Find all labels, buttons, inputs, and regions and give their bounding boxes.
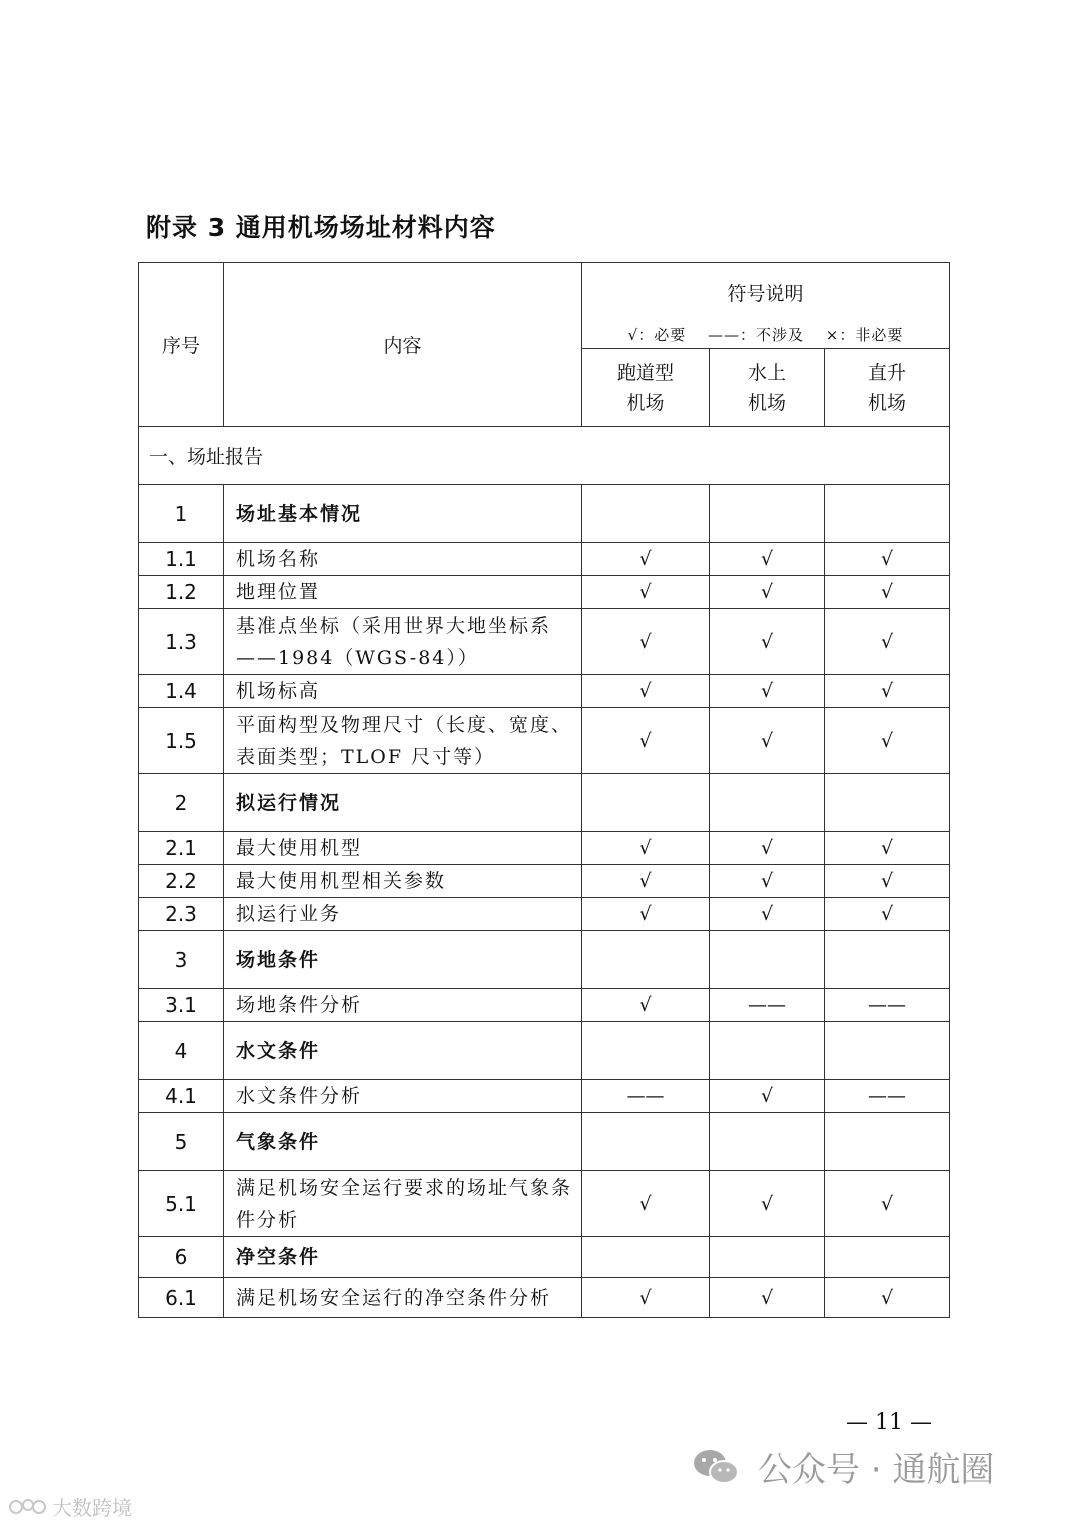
mark-runway xyxy=(582,1113,710,1171)
mark-runway: √ xyxy=(582,576,710,609)
row-number: 6 xyxy=(139,1237,224,1278)
row-item: 平面构型及物理尺寸（长度、宽度、表面类型；TLOF 尺寸等） xyxy=(224,708,582,774)
row-category: 净空条件 xyxy=(224,1237,582,1278)
row-number: 1.2 xyxy=(139,576,224,609)
table-row xyxy=(139,865,950,898)
row-item: 满足机场安全运行的净空条件分析 xyxy=(224,1278,582,1318)
row-number: 3 xyxy=(139,931,224,989)
wechat-icon xyxy=(692,1448,740,1486)
legend xyxy=(582,324,949,345)
mark-runway: √ xyxy=(582,832,710,865)
row-category: 场址基本情况 xyxy=(224,485,582,543)
mark-water xyxy=(710,485,825,543)
row-item: 地理位置 xyxy=(224,576,582,609)
mark-heli xyxy=(825,1022,950,1080)
mark-runway xyxy=(582,485,710,543)
header-content: 内容 xyxy=(224,263,582,427)
mark-water: √ xyxy=(710,609,825,675)
mark-heli: √ xyxy=(825,708,950,774)
logo-icon xyxy=(8,1495,48,1519)
col-water-airport: 水上 机场 xyxy=(710,349,825,427)
mark-heli: √ xyxy=(825,865,950,898)
mark-runway: √ xyxy=(582,543,710,576)
row-item: 水文条件分析 xyxy=(224,1080,582,1113)
header-seq: 序号 xyxy=(139,263,224,427)
mark-heli: —— xyxy=(825,989,950,1022)
table-row xyxy=(139,1278,950,1318)
table-row xyxy=(139,774,950,832)
row-number: 3.1 xyxy=(139,989,224,1022)
row-item: 最大使用机型相关参数 xyxy=(224,865,582,898)
mark-heli xyxy=(825,1113,950,1171)
table-row xyxy=(139,543,950,576)
row-number: 4 xyxy=(139,1022,224,1080)
mark-runway xyxy=(582,1237,710,1278)
page-number: — 11 — xyxy=(846,1410,932,1435)
legend-optional: ×：非必要 xyxy=(825,326,904,344)
page-title: 附录 3 通用机场场址材料内容 xyxy=(146,213,496,242)
row-number: 1 xyxy=(139,485,224,543)
mark-runway: √ xyxy=(582,609,710,675)
mark-runway xyxy=(582,774,710,832)
row-number: 1.1 xyxy=(139,543,224,576)
mark-heli: √ xyxy=(825,898,950,931)
mark-heli: √ xyxy=(825,576,950,609)
mark-water: √ xyxy=(710,898,825,931)
mark-heli xyxy=(825,485,950,543)
mark-water: √ xyxy=(710,708,825,774)
mark-water: √ xyxy=(710,832,825,865)
header-row-1 xyxy=(139,263,950,349)
row-item: 机场标高 xyxy=(224,675,582,708)
mark-heli xyxy=(825,931,950,989)
row-number: 1.4 xyxy=(139,675,224,708)
mark-heli: √ xyxy=(825,832,950,865)
col-runway-airport: 跑道型 机场 xyxy=(582,349,710,427)
mark-heli: √ xyxy=(825,675,950,708)
mark-water xyxy=(710,1022,825,1080)
mark-water: √ xyxy=(710,675,825,708)
table-row xyxy=(139,1022,950,1080)
row-number: 1.5 xyxy=(139,708,224,774)
mark-heli: √ xyxy=(825,543,950,576)
row-item: 最大使用机型 xyxy=(224,832,582,865)
row-category: 拟运行情况 xyxy=(224,774,582,832)
table-row xyxy=(139,832,950,865)
watermark-main-text: 公众号 · 通航圈 xyxy=(758,1450,995,1490)
row-number: 2.2 xyxy=(139,865,224,898)
mark-heli: √ xyxy=(825,1171,950,1237)
mark-heli: —— xyxy=(825,1080,950,1113)
section-row xyxy=(139,427,950,485)
mark-runway xyxy=(582,931,710,989)
mark-water xyxy=(710,774,825,832)
table-row xyxy=(139,898,950,931)
row-number: 2 xyxy=(139,774,224,832)
mark-water xyxy=(710,1237,825,1278)
mark-water: √ xyxy=(710,543,825,576)
col-heliport: 直升 机场 xyxy=(825,349,950,427)
table-row xyxy=(139,485,950,543)
row-item: 满足机场安全运行要求的场址气象条件分析 xyxy=(224,1171,582,1237)
table-row xyxy=(139,675,950,708)
mark-heli xyxy=(825,1237,950,1278)
materials-table xyxy=(138,262,950,1318)
table-row xyxy=(139,989,950,1022)
mark-runway: √ xyxy=(582,865,710,898)
table-body xyxy=(139,485,950,1318)
mark-water: √ xyxy=(710,1171,825,1237)
section-heading: 一、场址报告 xyxy=(139,427,950,485)
mark-heli xyxy=(825,774,950,832)
mark-runway: √ xyxy=(582,675,710,708)
table-row xyxy=(139,708,950,774)
mark-water xyxy=(710,931,825,989)
row-number: 1.3 xyxy=(139,609,224,675)
mark-water: √ xyxy=(710,576,825,609)
row-item: 拟运行业务 xyxy=(224,898,582,931)
row-number: 5.1 xyxy=(139,1171,224,1237)
watermark-corner xyxy=(8,1492,132,1521)
row-category: 气象条件 xyxy=(224,1113,582,1171)
row-item: 机场名称 xyxy=(224,543,582,576)
row-category: 场地条件 xyxy=(224,931,582,989)
mark-runway xyxy=(582,1022,710,1080)
table-row xyxy=(139,576,950,609)
mark-water: √ xyxy=(710,865,825,898)
mark-runway: √ xyxy=(582,898,710,931)
row-item: 基准点坐标（采用世界大地坐标系——1984（WGS-84）） xyxy=(224,609,582,675)
table-row xyxy=(139,609,950,675)
row-number: 5 xyxy=(139,1113,224,1171)
mark-heli: √ xyxy=(825,609,950,675)
row-number: 6.1 xyxy=(139,1278,224,1318)
table-row xyxy=(139,1080,950,1113)
mark-runway: —— xyxy=(582,1080,710,1113)
legend-title: 符号说明 xyxy=(727,283,804,305)
mark-heli: √ xyxy=(825,1278,950,1318)
legend-required: √：必要 xyxy=(627,326,687,344)
row-number: 2.3 xyxy=(139,898,224,931)
mark-runway: √ xyxy=(582,989,710,1022)
mark-water: —— xyxy=(710,989,825,1022)
row-number: 4.1 xyxy=(139,1080,224,1113)
table-row xyxy=(139,931,950,989)
legend-not-applicable: ——：不涉及 xyxy=(708,326,805,344)
mark-runway: √ xyxy=(582,1278,710,1318)
mark-runway: √ xyxy=(582,1171,710,1237)
table-row xyxy=(139,1171,950,1237)
mark-runway: √ xyxy=(582,708,710,774)
row-number: 2.1 xyxy=(139,832,224,865)
mark-water: √ xyxy=(710,1080,825,1113)
legend-cell xyxy=(582,263,950,349)
table-row xyxy=(139,1237,950,1278)
watermark-main xyxy=(692,1442,994,1491)
mark-water: √ xyxy=(710,1278,825,1318)
row-category: 水文条件 xyxy=(224,1022,582,1080)
row-item: 场地条件分析 xyxy=(224,989,582,1022)
table-row xyxy=(139,1113,950,1171)
mark-water xyxy=(710,1113,825,1171)
watermark-corner-text: 大数跨境 xyxy=(52,1496,132,1520)
